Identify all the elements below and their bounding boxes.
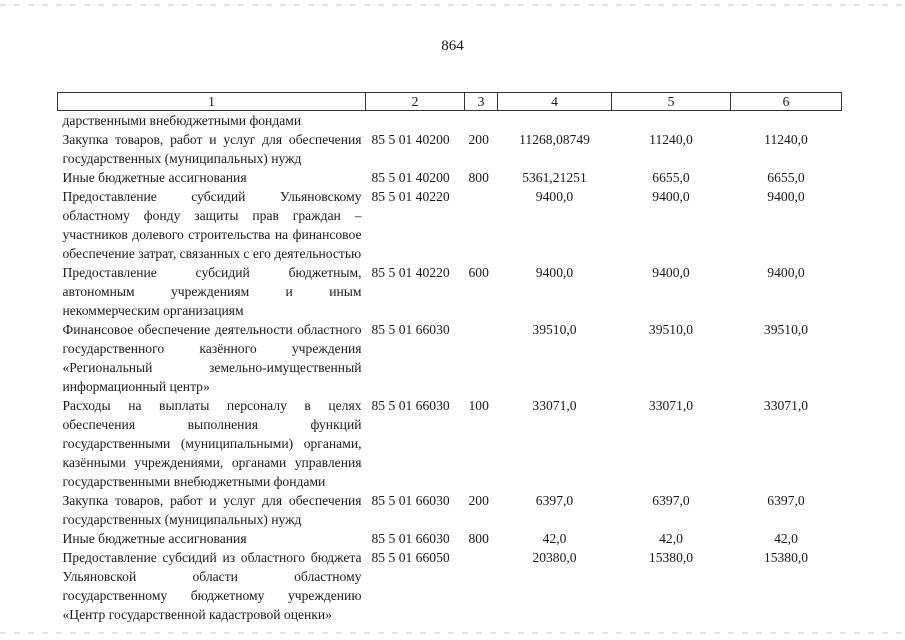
- row-code-cell: 85 5 01 40200: [371, 132, 450, 147]
- row-value-year2-cell: 15380,0: [648, 550, 694, 565]
- row-value-year2-cell: 6655,0: [652, 170, 690, 185]
- row-expense-type-cell: 800: [468, 531, 489, 546]
- row-value-year3-cell: 9400,0: [767, 265, 805, 280]
- row-name-cell: Предоставление субсидий Ульяновскому областному фонду защиты прав граждан – участников долевого строительства на финансовое обеспечение затрат, связанных с его деятельностью: [62, 189, 362, 261]
- row-value-year2-cell: 11240,0: [649, 132, 693, 147]
- table-row: [58, 529, 842, 548]
- scan-edge-top: [0, 4, 905, 6]
- row-name-cell: Предоставление субсидий бюджетным, автономным учреждениям и иным некоммерческим организациям: [62, 265, 362, 318]
- row-code-cell: 85 5 01 66030: [371, 493, 450, 508]
- row-value-year3-cell: [731, 111, 842, 131]
- table-row: [58, 168, 842, 187]
- row-code-cell: 85 5 01 40200: [371, 170, 450, 185]
- row-name-cell: Иные бюджетные ассигнования: [62, 531, 247, 546]
- row-value-year1-cell: 6397,0: [535, 493, 574, 508]
- row-value-year2-cell: 39510,0: [648, 322, 694, 337]
- row-name-cell: Закупка товаров, работ и услуг для обеспечения государственных (муниципальных) нужд: [62, 132, 362, 166]
- row-expense-type-cell: 200: [468, 132, 489, 147]
- column-header: 2: [366, 93, 465, 111]
- column-header: 5: [612, 93, 731, 111]
- column-header: 4: [498, 93, 612, 111]
- row-value-year1-cell: 33071,0: [532, 398, 577, 413]
- row-value-year1-cell: 9400,0: [535, 265, 574, 280]
- table-body: [58, 111, 842, 625]
- row-value-year1-cell: [498, 111, 612, 131]
- row-value-year1-cell: 5361,21251: [522, 170, 587, 185]
- row-value-year3-cell: 6397,0: [767, 493, 805, 508]
- row-value-year2-cell: 6397,0: [652, 493, 690, 508]
- row-expense-type-cell: 600: [468, 265, 489, 280]
- row-expense-type-cell: [465, 548, 498, 624]
- column-header: 3: [465, 93, 498, 111]
- row-name-cell: дарственными внебюджетными фондами: [62, 113, 302, 128]
- row-value-year1-cell: 20380,0: [532, 550, 577, 565]
- row-value-year3-cell: 6655,0: [767, 170, 805, 185]
- column-header: 6: [731, 93, 842, 111]
- table-row: [58, 396, 842, 491]
- table-row: [58, 263, 842, 320]
- column-header: 1: [58, 93, 366, 111]
- row-value-year2-cell: 9400,0: [652, 189, 690, 204]
- row-value-year2-cell: [612, 111, 731, 131]
- row-value-year2-cell: 9400,0: [652, 265, 690, 280]
- row-code-cell: 85 5 01 66030: [371, 398, 450, 413]
- row-value-year1-cell: 39510,0: [532, 322, 577, 337]
- table-row: [58, 111, 842, 131]
- row-code-cell: [366, 111, 465, 131]
- row-code-cell: 85 5 01 40220: [371, 189, 450, 204]
- row-value-year2-cell: 33071,0: [648, 398, 694, 413]
- row-value-year1-cell: 11268,08749: [519, 132, 590, 147]
- row-name-cell: Закупка товаров, работ и услуг для обеспечения государственных (муниципальных) нужд: [62, 493, 362, 527]
- table-row: [58, 187, 842, 263]
- page-number: 864: [441, 38, 464, 54]
- row-value-year3-cell: 15380,0: [763, 550, 809, 565]
- row-value-year3-cell: 9400,0: [767, 189, 805, 204]
- row-name-cell: Расходы на выплаты персоналу в целях обеспечения выполнения функций государственными (муниципальными) органами, казёнными учреждениями, органами управления государственными внебюджетными фондами: [62, 398, 362, 489]
- table-row: [58, 320, 842, 396]
- row-value-year3-cell: 39510,0: [763, 322, 809, 337]
- row-code-cell: 85 5 01 66030: [371, 531, 450, 546]
- row-expense-type-cell: 200: [468, 493, 489, 508]
- scan-edge-bottom: [0, 632, 905, 634]
- table-header-row: [58, 93, 842, 111]
- row-name-cell: Иные бюджетные ассигнования: [62, 170, 247, 185]
- row-name-cell: Финансовое обеспечение деятельности областного государственного казённого учреждения «Региональный земельно-имущественный информационный центр»: [62, 322, 362, 394]
- budget-table: [57, 92, 842, 624]
- row-expense-type-cell: [465, 320, 498, 396]
- row-value-year2-cell: 42,0: [659, 531, 683, 546]
- row-value-year1-cell: 9400,0: [535, 189, 574, 204]
- row-expense-type-cell: [465, 111, 498, 131]
- row-code-cell: 85 5 01 66050: [371, 550, 450, 565]
- row-code-cell: 85 5 01 66030: [371, 322, 450, 337]
- row-expense-type-cell: 800: [468, 170, 489, 185]
- row-value-year3-cell: 33071,0: [763, 398, 809, 413]
- row-expense-type-cell: 100: [468, 398, 489, 413]
- table-row: [58, 548, 842, 624]
- row-value-year1-cell: 42,0: [542, 531, 567, 546]
- row-value-year3-cell: 42,0: [774, 531, 798, 546]
- row-expense-type-cell: [465, 187, 498, 263]
- row-code-cell: 85 5 01 40220: [371, 265, 450, 280]
- row-name-cell: Предоставление субсидий из областного бюджета Ульяновской области областному государственному бюджетному учреждению «Центр государственной кадастровой оценки»: [62, 550, 362, 622]
- table-row: [58, 130, 842, 168]
- row-value-year3-cell: 11240,0: [764, 132, 808, 147]
- table-row: [58, 491, 842, 529]
